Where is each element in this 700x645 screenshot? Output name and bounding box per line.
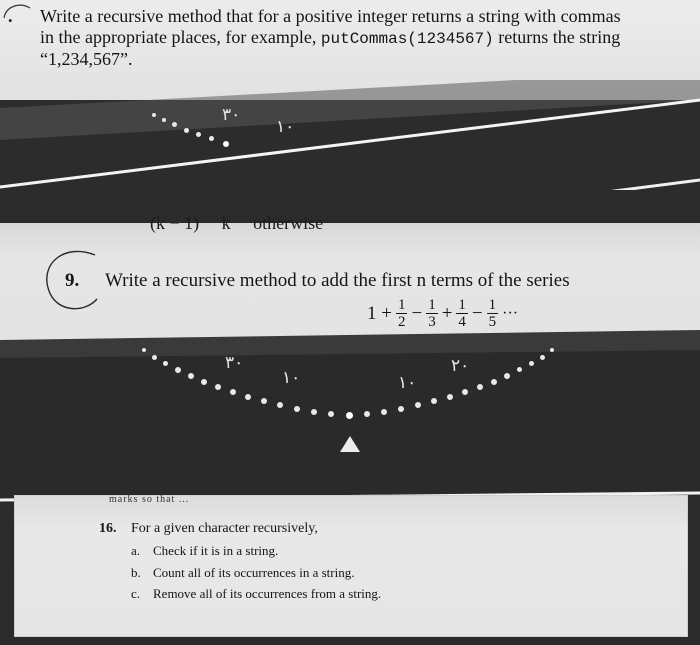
problem-text-line-1: Write a recursive method that for a positive integer returns a string with commas: [40, 6, 621, 26]
top-fragment: (k − 1) k otherwise: [150, 215, 324, 233]
divider-line-1b: [0, 80, 700, 210]
divider-line-2: [0, 330, 700, 510]
problem-text-line-3: “1,234,567”.: [40, 49, 133, 69]
series-term: [456, 297, 468, 330]
series-term: [487, 297, 499, 330]
term-sign: −: [411, 302, 423, 324]
term-sign: +: [441, 302, 453, 324]
series-prefix: 1 +: [367, 302, 392, 324]
problem-intro: For a given character recursively,: [131, 521, 318, 536]
line-2-pre: in the appropriate places, for example,: [40, 27, 321, 47]
term-sign: −: [471, 302, 483, 324]
photo-3-paper: [14, 495, 688, 637]
problem-number: 16.: [99, 521, 117, 536]
problem-number: .: [8, 6, 13, 26]
series-ellipsis: ···: [502, 304, 519, 322]
problem-text-line-2: [40, 27, 620, 48]
term-den: 2: [397, 314, 406, 330]
code-putcommas: putCommas(1234567): [320, 30, 494, 48]
series-term: [426, 297, 438, 330]
photo-2-paper: [0, 215, 700, 345]
problem-number: 9.: [65, 270, 80, 291]
term-num: 1: [488, 297, 497, 313]
term-num: 1: [458, 297, 466, 313]
overlay-number: ١٠: [276, 117, 295, 136]
item-text: Count all of its occurrences in a string.: [153, 565, 355, 580]
line-2-post: returns the string: [493, 27, 621, 47]
list-item: [131, 543, 278, 559]
triangle-marker-icon: [340, 436, 360, 452]
item-letter: b.: [131, 565, 141, 580]
term-den: 3: [428, 314, 436, 330]
problem-text: Write a recursive method to add the first n terms of the series: [105, 270, 570, 291]
overlay-number: ٣٠: [225, 353, 244, 372]
photo-2: [0, 215, 700, 345]
item-text: Check if it is in a string.: [153, 543, 279, 558]
item-text: Remove all of its occurrences from a string.: [153, 586, 382, 601]
overlay-number: ٣٠: [222, 105, 241, 124]
hand-circle: [35, 243, 115, 323]
top-fragment: marks so that ...: [109, 495, 190, 505]
term-den: 5: [488, 314, 497, 330]
hand-circle: [0, 0, 40, 40]
series: [367, 297, 518, 330]
term-num: 1: [397, 297, 406, 313]
overlay-number: ١٠: [282, 368, 301, 387]
photo-3: [0, 495, 700, 645]
overlay-number: ٢٠: [451, 356, 470, 375]
item-letter: c.: [131, 586, 141, 601]
list-item: [131, 565, 354, 581]
overlay-number: ١٠: [398, 373, 417, 392]
series-term: [396, 297, 408, 330]
term-den: 4: [458, 314, 466, 330]
item-letter: a.: [131, 543, 141, 558]
term-num: 1: [428, 297, 436, 313]
list-item: [131, 586, 381, 602]
